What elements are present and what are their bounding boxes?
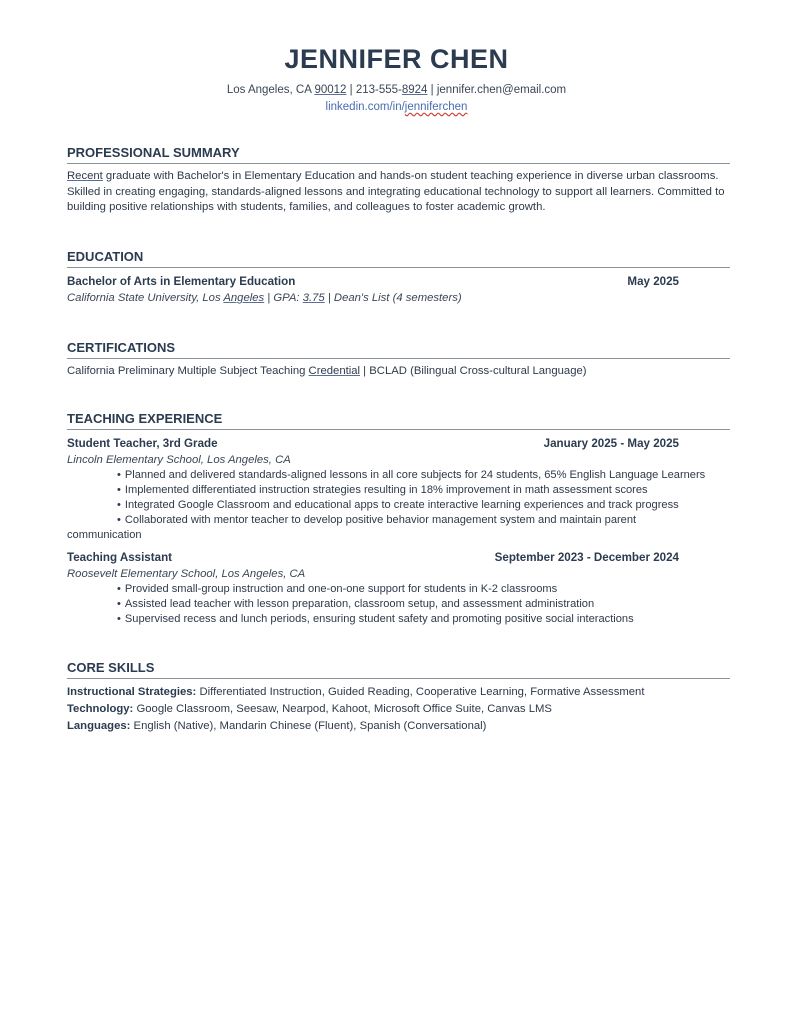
gpa-label: GPA: xyxy=(273,292,303,304)
job-role: Teaching Assistant xyxy=(67,551,173,564)
skill-value: Differentiated Instruction, Guided Reading, Cooperative Learning, Formative Assessment xyxy=(196,686,645,698)
summary-text xyxy=(67,169,730,216)
section-title: PROFESSIONAL SUMMARY xyxy=(67,145,730,164)
section-title: CORE SKILLS xyxy=(67,660,730,679)
certifications-section xyxy=(67,340,730,380)
section-title: EDUCATION xyxy=(67,249,730,268)
summary-section xyxy=(67,145,730,216)
separator: | xyxy=(346,84,356,96)
bullet-continuation: communication xyxy=(67,529,142,541)
job-header xyxy=(67,549,679,566)
graduation-date: May 2025 xyxy=(627,275,679,288)
bullet: • Integrated Google Classroom and educational apps to create interactive learning experiences and track progress xyxy=(117,498,730,513)
bullet: • Assisted lead teacher with lesson preparation, classroom setup, and assessment administration xyxy=(117,597,730,612)
skill-row xyxy=(67,684,730,701)
section-title: TEACHING EXPERIENCE xyxy=(67,411,730,430)
skill-label: Technology: xyxy=(67,703,134,715)
phone-suffix: 8924 xyxy=(401,84,428,96)
skill-value: Google Classroom, Seesaw, Nearpod, Kahoot, Microsoft Office Suite, Canvas LMS xyxy=(133,703,552,715)
job-dates: January 2025 - May 2025 xyxy=(543,437,679,450)
separator: | xyxy=(360,365,370,377)
separator: | xyxy=(427,84,437,96)
job-header xyxy=(67,435,679,452)
education-row xyxy=(67,273,679,290)
job-dates: September 2023 - December 2024 xyxy=(494,551,679,564)
degree: Bachelor of Arts in Elementary Education xyxy=(67,275,296,288)
skill-value: English (Native), Mandarin Chinese (Fluent), Spanish (Conversational) xyxy=(130,720,487,732)
school-line xyxy=(67,290,730,306)
summary-first-word: Recent xyxy=(67,170,103,182)
job-place: Roosevelt Elementary School, Los Angeles, CA xyxy=(67,568,306,580)
bullet: • Planned and delivered standards-aligned lessons in all core subjects for 24 students, 65% English Language Learners xyxy=(117,468,730,483)
job-entry xyxy=(67,549,730,627)
job-bullets xyxy=(67,582,730,627)
cert-2: BCLAD (Bilingual Cross-cultural Language) xyxy=(369,365,587,377)
zip-code: 90012 xyxy=(314,84,347,96)
job-role: Student Teacher, 3rd Grade xyxy=(67,437,218,450)
phone-prefix: 213-555- xyxy=(355,84,402,96)
skill-label: Languages: xyxy=(67,720,131,732)
education-section xyxy=(67,249,730,306)
skill-row xyxy=(67,701,730,718)
job-entry xyxy=(67,435,730,543)
experience-section xyxy=(67,411,730,627)
separator: | xyxy=(264,292,274,304)
email[interactable]: jennifer.chen@email.com xyxy=(436,84,567,96)
bullet: • Supervised recess and lunch periods, ensuring student safety and promoting positive social interactions xyxy=(117,612,730,627)
job-bullets xyxy=(67,468,730,528)
skill-row xyxy=(67,718,730,735)
candidate-name: JENNIFER CHEN xyxy=(284,44,509,74)
cert-1: California Preliminary Multiple Subject Teaching xyxy=(67,365,309,377)
skills-section xyxy=(67,660,730,735)
summary-body: graduate with Bachelor's in Elementary Education and hands-on student teaching experience in diverse urban classrooms. Skilled in creating engaging, standards-aligned lessons and integrating educational technology to support all learners. Committed to building positive relationships with students, families, and colleagues to foster academic growth. xyxy=(67,170,725,213)
certifications-line xyxy=(67,364,730,380)
section-title: CERTIFICATIONS xyxy=(67,340,730,359)
cert-1-word: Credential xyxy=(308,365,361,377)
bullet: • Collaborated with mentor teacher to develop positive behavior management system and maintain parent xyxy=(117,513,730,528)
linkedin-link[interactable] xyxy=(0,101,793,113)
bullet: • Implemented differentiated instruction strategies resulting in 18% improvement in math assessment scores xyxy=(117,483,730,498)
school-name: California State University, Los xyxy=(67,292,224,304)
skill-label: Instructional Strategies: xyxy=(67,686,197,698)
honors: Dean's List (4 semesters) xyxy=(333,292,462,304)
location: Los Angeles, CA xyxy=(226,84,315,96)
job-place: Lincoln Elementary School, Los Angeles, CA xyxy=(67,454,291,466)
contact-line xyxy=(0,84,793,96)
linkedin-prefix: linkedin.com/in/ xyxy=(325,101,405,113)
bullet: • Provided small-group instruction and one-on-one support for students in K-2 classrooms xyxy=(117,582,730,597)
gpa-value: 3.75 xyxy=(302,292,325,304)
school-city: Angeles xyxy=(223,292,265,304)
linkedin-handle: jenniferchen xyxy=(404,101,468,113)
separator: | xyxy=(324,292,334,304)
